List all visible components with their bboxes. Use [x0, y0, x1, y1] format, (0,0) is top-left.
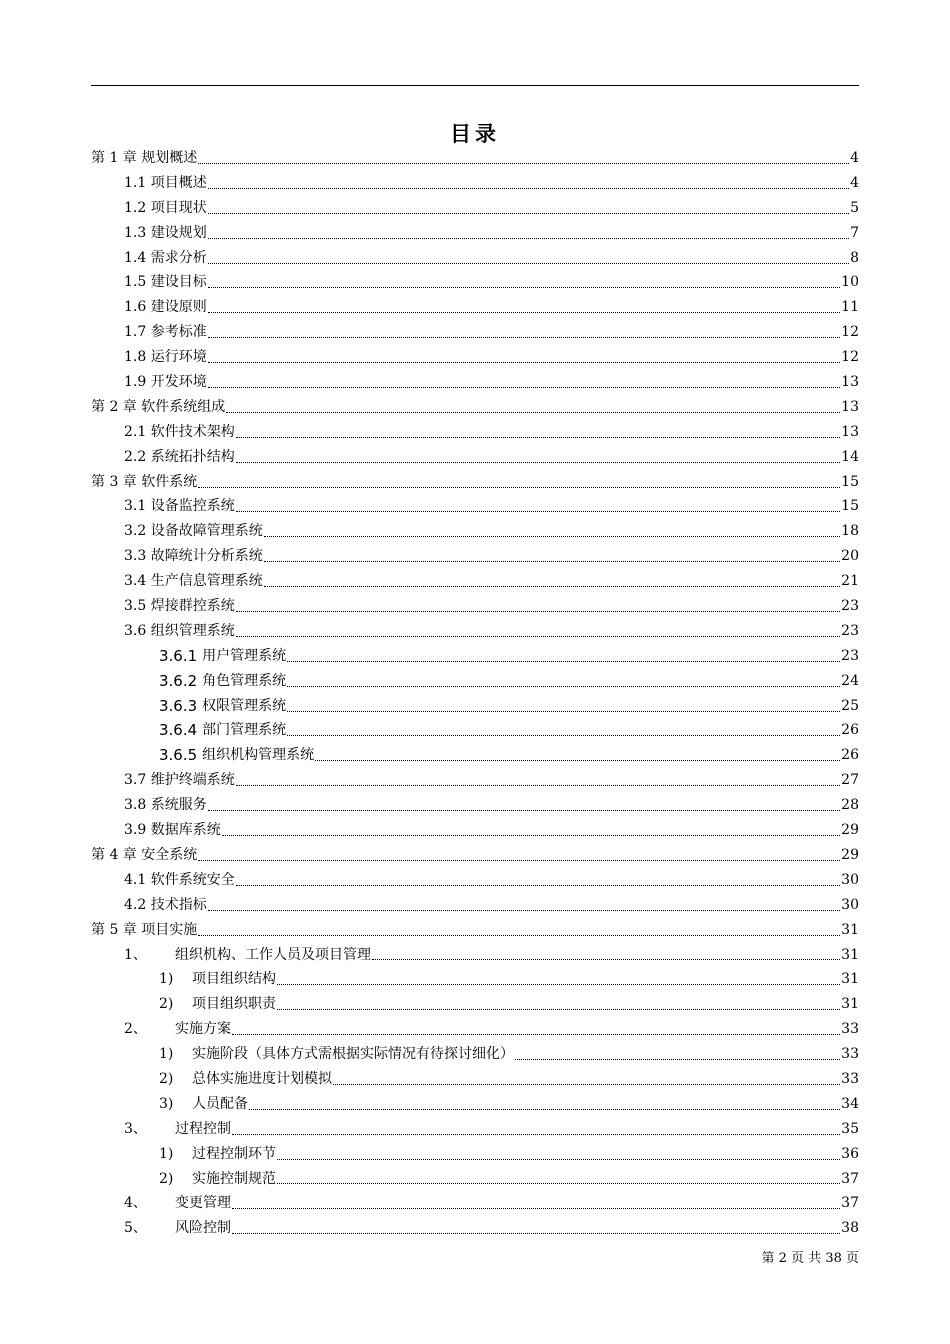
toc-entry-label: 项目组织职责 [192, 996, 276, 1013]
toc-entry-label: 3.4 生产信息管理系统 [124, 573, 263, 590]
toc-entry[interactable] [91, 544, 859, 569]
dot-leader [208, 263, 849, 264]
toc-entry-number: 5、 [124, 1220, 147, 1237]
toc-entry[interactable] [91, 1092, 859, 1117]
toc-entry-label: 第 2 章 软件系统组成 [91, 398, 226, 415]
toc-entry[interactable] [91, 221, 859, 246]
toc-entry[interactable] [91, 569, 859, 594]
toc-entry[interactable] [91, 943, 859, 968]
dot-leader [277, 1009, 840, 1010]
toc-entry-page-number: 37 [841, 1195, 859, 1212]
toc-entry-label: 3.9 数据库系统 [124, 822, 221, 839]
toc-entry[interactable] [91, 669, 859, 694]
toc-entry-number: 3.6.4 [159, 721, 198, 740]
toc-entry-page-number: 20 [841, 548, 859, 565]
toc-entry-page-number: 30 [841, 871, 859, 888]
toc-entry-label: 变更管理 [175, 1195, 231, 1212]
toc-entry-number: 2) [159, 1170, 174, 1187]
toc-entry-page-number: 15 [841, 473, 859, 490]
toc-entry-number: 1、 [124, 946, 147, 963]
toc-entry[interactable] [91, 768, 859, 793]
toc-entry-number: 2、 [124, 1021, 147, 1038]
toc-entry-page-number: 21 [841, 573, 859, 590]
toc-entry-page-number: 23 [841, 647, 859, 664]
toc-entry-label: 第 1 章 规划概述 [91, 150, 198, 166]
toc-entry-page-number: 7 [850, 224, 859, 241]
toc-entry-label: 人员配备 [192, 1095, 248, 1112]
toc-entry[interactable] [91, 694, 859, 719]
toc-entry-label: 风险控制 [175, 1220, 231, 1237]
toc-entry-page-number: 37 [841, 1170, 859, 1187]
toc-entry[interactable] [91, 470, 859, 495]
toc-entry-page-number: 13 [841, 398, 859, 415]
toc-entry-label: 实施阶段（具体方式需根据实际情况有待探讨细化） [192, 1046, 514, 1063]
dot-leader [333, 1084, 840, 1085]
toc-entry-label: 1.4 需求分析 [124, 249, 207, 266]
toc-entry-page-number: 12 [841, 324, 859, 341]
toc-entry-label: 3.5 焊接群控系统 [124, 598, 235, 615]
toc-entry-page-number: 10 [841, 274, 859, 291]
toc-entry[interactable] [91, 519, 859, 544]
toc-entry-page-number: 27 [841, 772, 859, 789]
dot-leader [208, 387, 840, 388]
toc-entry[interactable] [91, 967, 859, 992]
toc-entry[interactable] [91, 1191, 859, 1216]
toc-entry-page-number: 4 [850, 150, 859, 166]
toc-entry-number: 1) [159, 971, 174, 988]
dot-leader [208, 188, 849, 189]
toc-entry[interactable] [91, 345, 859, 370]
toc-entry-label: 角色管理系统 [202, 672, 287, 689]
dot-leader [236, 511, 840, 512]
toc-entry[interactable] [91, 146, 859, 171]
toc-entry-label: 1.3 建设规划 [124, 224, 207, 241]
dot-leader [277, 984, 840, 985]
toc-entry-page-number: 26 [841, 722, 859, 739]
dot-leader [226, 412, 840, 413]
toc-entry-page-number: 31 [841, 971, 859, 988]
toc-entry-number: 1) [159, 1046, 174, 1063]
toc-entry-label: 第 4 章 安全系统 [91, 846, 198, 863]
toc-entry-label: 过程控制环节 [192, 1145, 276, 1162]
dot-leader [232, 1034, 840, 1035]
toc-entry-label: 第 5 章 项目实施 [91, 921, 198, 938]
table-of-contents [91, 146, 859, 1241]
toc-entry-label: 3.6 组织管理系统 [124, 622, 235, 639]
toc-entry-page-number: 30 [841, 896, 859, 913]
dot-leader [208, 213, 849, 214]
toc-entry-number: 3、 [124, 1120, 147, 1137]
toc-entry[interactable] [91, 1167, 859, 1192]
toc-entry-page-number: 35 [841, 1120, 859, 1137]
toc-entry-page-number: 13 [841, 423, 859, 440]
toc-entry[interactable] [91, 1142, 859, 1167]
toc-entry-page-number: 36 [841, 1145, 859, 1162]
toc-entry-label: 项目组织结构 [192, 971, 276, 988]
dot-leader [287, 735, 840, 736]
toc-entry-page-number: 31 [841, 946, 859, 963]
toc-entry-label: 实施控制规范 [192, 1170, 276, 1187]
toc-entry-page-number: 8 [850, 249, 859, 266]
toc-entry-page-number: 12 [841, 349, 859, 366]
dot-leader [208, 238, 849, 239]
toc-entry-page-number: 4 [850, 174, 859, 191]
dot-leader [287, 661, 840, 662]
toc-entry-page-number: 26 [841, 747, 859, 764]
toc-entry-page-number: 29 [841, 846, 859, 863]
dot-leader [208, 362, 840, 363]
toc-entry-label: 1.1 项目概述 [124, 174, 207, 191]
dot-leader [264, 561, 840, 562]
toc-entry-number: 1) [159, 1145, 174, 1162]
dot-leader [222, 835, 840, 836]
toc-entry-page-number: 5 [850, 199, 859, 216]
toc-entry-page-number: 31 [841, 996, 859, 1013]
toc-entry[interactable] [91, 445, 859, 470]
toc-entry-page-number: 34 [841, 1095, 859, 1112]
dot-leader [264, 536, 840, 537]
toc-entry-label: 1.2 项目现状 [124, 199, 207, 216]
toc-entry-label: 第 3 章 软件系统 [91, 473, 198, 490]
dot-leader [198, 163, 849, 164]
toc-entry-page-number: 23 [841, 622, 859, 639]
toc-entry-label: 部门管理系统 [202, 722, 287, 739]
toc-entry[interactable] [91, 1117, 859, 1142]
toc-entry[interactable] [91, 295, 859, 320]
toc-entry-page-number: 11 [841, 299, 859, 316]
dot-leader [198, 860, 840, 861]
toc-entry-page-number: 38 [841, 1220, 859, 1237]
toc-entry-label: 组织机构管理系统 [202, 747, 315, 764]
dot-leader [315, 760, 840, 761]
toc-entry-label: 1.5 建设目标 [124, 274, 207, 291]
toc-entry-page-number: 23 [841, 598, 859, 615]
dot-leader [236, 785, 840, 786]
toc-entry-page-number: 25 [841, 697, 859, 714]
toc-entry-label: 1.9 开发环境 [124, 374, 207, 391]
toc-entry[interactable] [91, 619, 859, 644]
toc-entry-number: 3.6.1 [159, 646, 198, 665]
dot-leader [232, 1134, 840, 1135]
toc-entry[interactable] [91, 420, 859, 445]
toc-entry-label: 过程控制 [175, 1120, 231, 1137]
dot-leader [232, 1233, 840, 1234]
toc-entry-number: 4、 [124, 1195, 147, 1212]
toc-entry[interactable] [91, 843, 859, 868]
toc-entry[interactable] [91, 793, 859, 818]
toc-entry[interactable] [91, 171, 859, 196]
toc-entry-label: 4.1 软件系统安全 [124, 871, 235, 888]
toc-entry-label: 3.7 维护终端系统 [124, 772, 235, 789]
dot-leader [372, 959, 840, 960]
dot-leader [208, 287, 840, 288]
dot-leader [208, 337, 840, 338]
toc-entry[interactable] [91, 992, 859, 1017]
dot-leader [208, 312, 840, 313]
toc-entry[interactable] [91, 395, 859, 420]
dot-leader [236, 462, 840, 463]
toc-entry-label: 1.6 建设原则 [124, 299, 207, 316]
toc-entry-label: 3.8 系统服务 [124, 797, 207, 814]
toc-title: 目录 [450, 122, 500, 146]
dot-leader [208, 910, 840, 911]
toc-entry-label: 2.2 系统拓扑结构 [124, 448, 235, 465]
toc-entry[interactable] [91, 594, 859, 619]
toc-entry-label: 4.2 技术指标 [124, 896, 207, 913]
dot-leader [264, 586, 840, 587]
toc-entry-page-number: 28 [841, 797, 859, 814]
toc-entry[interactable] [91, 868, 859, 893]
dot-leader [236, 885, 840, 886]
dot-leader [277, 1159, 840, 1160]
toc-entry-page-number: 33 [841, 1021, 859, 1038]
toc-entry[interactable] [91, 1042, 859, 1067]
toc-entry[interactable] [91, 644, 859, 669]
toc-entry[interactable] [91, 246, 859, 271]
toc-entry-number: 2) [159, 1070, 174, 1087]
toc-entry-label: 3.1 设备监控系统 [124, 498, 235, 515]
toc-entry-page-number: 15 [841, 498, 859, 515]
toc-entry[interactable] [91, 718, 859, 743]
dot-leader [208, 810, 840, 811]
toc-entry-label: 实施方案 [175, 1021, 231, 1038]
toc-entry-label: 3.2 设备故障管理系统 [124, 523, 263, 540]
toc-entry[interactable] [91, 270, 859, 295]
toc-entry[interactable] [91, 918, 859, 943]
toc-entry-page-number: 29 [841, 822, 859, 839]
toc-entry[interactable] [91, 370, 859, 395]
dot-leader [198, 487, 840, 488]
toc-entry-label: 用户管理系统 [202, 647, 287, 664]
toc-entry-label: 1.8 运行环境 [124, 349, 207, 366]
toc-entry-page-number: 18 [841, 523, 859, 540]
dot-leader [236, 636, 840, 637]
toc-entry-label: 权限管理系统 [202, 697, 287, 714]
toc-entry[interactable] [91, 1067, 859, 1092]
toc-entry[interactable] [91, 196, 859, 221]
toc-entry-label: 组织机构、工作人员及项目管理 [175, 946, 371, 963]
toc-entry-page-number: 14 [841, 448, 859, 465]
toc-entry-number: 3.6.2 [159, 671, 198, 690]
dot-leader [287, 686, 840, 687]
dot-leader [515, 1059, 840, 1060]
dot-leader [198, 935, 840, 936]
toc-entry-label: 总体实施进度计划模拟 [192, 1070, 332, 1087]
toc-entry-page-number: 33 [841, 1046, 859, 1063]
toc-entry-page-number: 24 [841, 672, 859, 689]
toc-entry-page-number: 31 [841, 921, 859, 938]
dot-leader [236, 437, 840, 438]
page-footer: 第 2 页 共 38 页 [761, 1251, 859, 1266]
toc-entry[interactable] [91, 743, 859, 768]
toc-entry[interactable] [91, 320, 859, 345]
dot-leader [277, 1183, 840, 1184]
dot-leader [232, 1208, 840, 1209]
toc-entry-number: 3.6.3 [159, 696, 198, 715]
toc-entry[interactable] [91, 818, 859, 843]
toc-entry-label: 2.1 软件技术架构 [124, 423, 235, 440]
toc-entry-page-number: 13 [841, 374, 859, 391]
toc-entry-label: 3.3 故障统计分析系统 [124, 548, 263, 565]
toc-entry[interactable] [91, 893, 859, 918]
toc-entry-number: 2) [159, 996, 174, 1013]
toc-entry[interactable] [91, 494, 859, 519]
dot-leader [287, 711, 840, 712]
toc-entry-number: 3) [159, 1095, 174, 1112]
toc-entry[interactable] [91, 1216, 859, 1241]
dot-leader [249, 1109, 840, 1110]
toc-entry-label: 1.7 参考标准 [124, 324, 207, 341]
toc-entry-page-number: 33 [841, 1070, 859, 1087]
dot-leader [236, 611, 840, 612]
header-rule [91, 85, 859, 86]
toc-entry-number: 3.6.5 [159, 746, 198, 765]
toc-entry[interactable] [91, 1017, 859, 1042]
